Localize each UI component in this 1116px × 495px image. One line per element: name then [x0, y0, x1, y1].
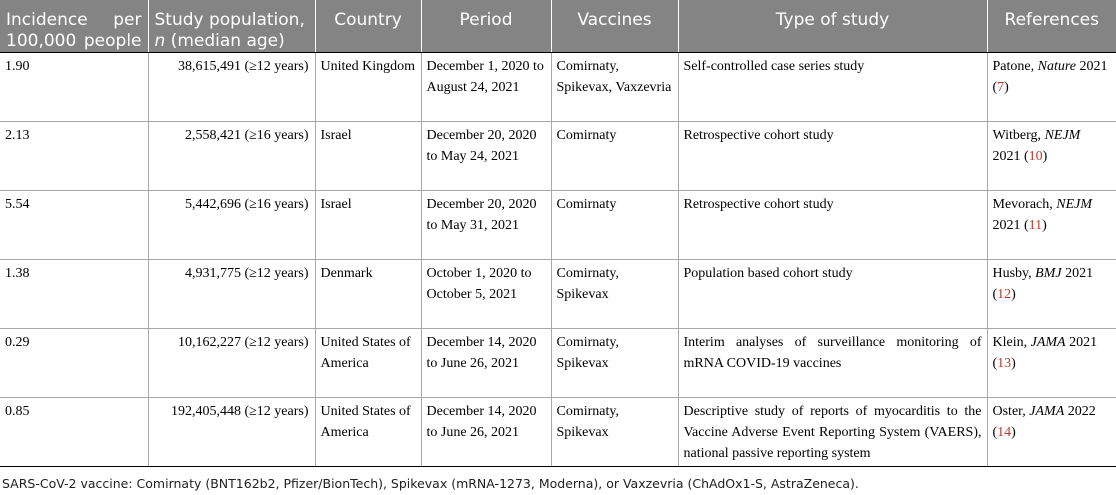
- header-country: Country: [315, 0, 421, 53]
- ref-year: 2021 (: [992, 266, 1094, 302]
- cell-incidence: 1.90: [0, 53, 148, 122]
- ref-close: ): [1011, 287, 1016, 302]
- ref-year: 2021 (: [992, 218, 1029, 233]
- header-population: [148, 0, 315, 53]
- cell-population: 192,405,448 (≥12 years): [148, 398, 315, 467]
- ref-author: Mevorach,: [992, 197, 1057, 212]
- ref-journal: Nature: [1037, 59, 1076, 74]
- cell-population: 4,931,775 (≥12 years): [148, 260, 315, 329]
- cell-country: United States of America: [315, 398, 421, 467]
- table-row: [0, 53, 1116, 122]
- header-incidence-line2: 100,000 people: [6, 31, 142, 51]
- table-row: [0, 122, 1116, 191]
- ref-author: Klein,: [992, 335, 1031, 350]
- cell-vaccines: Comirnaty: [551, 122, 678, 191]
- ref-link[interactable]: 14: [997, 425, 1012, 440]
- cell-vaccines: Comirnaty, Spikevax: [551, 260, 678, 329]
- cell-period: December 14, 2020 to June 26, 2021: [421, 398, 551, 467]
- cell-incidence: 5.54: [0, 191, 148, 260]
- ref-author: Oster,: [992, 404, 1030, 419]
- cell-reference: [987, 329, 1116, 398]
- cell-country: United Kingdom: [315, 53, 421, 122]
- cell-population: 2,558,421 (≥16 years): [148, 122, 315, 191]
- ref-close: ): [1042, 218, 1047, 233]
- cell-population: 38,615,491 (≥12 years): [148, 53, 315, 122]
- cell-period: December 1, 2020 to August 24, 2021: [421, 53, 551, 122]
- ref-journal: BMJ: [1035, 266, 1062, 281]
- cell-vaccines: Comirnaty, Spikevax, Vaxzevria: [551, 53, 678, 122]
- table-row: [0, 260, 1116, 329]
- ref-author: Patone,: [992, 59, 1038, 74]
- ref-link[interactable]: 11: [1028, 218, 1043, 233]
- header-references: References: [987, 0, 1116, 53]
- cell-population: 5,442,696 (≥16 years): [148, 191, 315, 260]
- cell-population: 10,162,227 (≥12 years): [148, 329, 315, 398]
- cell-study-type: Self-controlled case series study: [678, 53, 987, 122]
- header-incidence-line1: Incidence per: [6, 10, 142, 30]
- cell-study-type: Population based cohort study: [678, 260, 987, 329]
- header-row: [0, 0, 1116, 53]
- cell-incidence: 0.29: [0, 329, 148, 398]
- cell-reference: [987, 53, 1116, 122]
- ref-author: Husby,: [992, 266, 1036, 281]
- cell-study-type: Interim analyses of surveillance monitoring of mRNA COVID-19 vaccines: [678, 329, 987, 398]
- cell-incidence: 2.13: [0, 122, 148, 191]
- cell-reference: [987, 260, 1116, 329]
- ref-author: Witberg,: [992, 128, 1045, 143]
- ref-year: 2021 (: [992, 335, 1098, 371]
- ref-journal: NEJM: [1056, 197, 1093, 212]
- cell-country: United States of America: [315, 329, 421, 398]
- table-footnote: SARS-CoV-2 vaccine: Comirnaty (BNT162b2, Pfizer/BionTech), Spikevax (mRNA-1273, Moderna), or Vaxzevria (ChAdOx1-S, AstraZeneca).: [2, 476, 859, 491]
- ref-year: 2021 (: [992, 59, 1108, 95]
- cell-study-type: Retrospective cohort study: [678, 122, 987, 191]
- ref-link[interactable]: 7: [997, 80, 1005, 95]
- header-period: Period: [421, 0, 551, 53]
- cell-reference: [987, 398, 1116, 467]
- ref-link[interactable]: 12: [997, 287, 1012, 302]
- cell-period: December 20, 2020 to May 31, 2021: [421, 191, 551, 260]
- header-population-rest: (median age): [165, 31, 285, 51]
- cell-incidence: 1.38: [0, 260, 148, 329]
- cell-study-type: Descriptive study of reports of myocarditis to the Vaccine Adverse Event Reporting System (VAERS), national passive reporting system: [678, 398, 987, 467]
- cell-period: December 14, 2020 to June 26, 2021: [421, 329, 551, 398]
- table-row: [0, 329, 1116, 398]
- cell-study-type: Retrospective cohort study: [678, 191, 987, 260]
- ref-year: 2022 (: [992, 404, 1096, 440]
- cell-country: Denmark: [315, 260, 421, 329]
- header-population-line1: Study population,: [154, 10, 305, 30]
- cell-country: Israel: [315, 122, 421, 191]
- cell-period: December 20, 2020 to May 24, 2021: [421, 122, 551, 191]
- cell-vaccines: Comirnaty: [551, 191, 678, 260]
- header-population-n: n: [154, 31, 166, 51]
- table-row: [0, 191, 1116, 260]
- ref-journal: NEJM: [1044, 128, 1081, 143]
- cell-vaccines: Comirnaty, Spikevax: [551, 329, 678, 398]
- header-incidence: [0, 0, 148, 53]
- ref-close: ): [1042, 149, 1048, 164]
- cell-vaccines: Comirnaty, Spikevax: [551, 398, 678, 467]
- ref-link[interactable]: 13: [997, 356, 1012, 371]
- ref-close: ): [1011, 425, 1016, 440]
- cell-reference: [987, 122, 1116, 191]
- ref-journal: JAMA: [1030, 335, 1066, 350]
- cell-incidence: 0.85: [0, 398, 148, 467]
- header-type-of-study: Type of study: [678, 0, 987, 53]
- table-row: [0, 398, 1116, 467]
- cell-reference: [987, 191, 1116, 260]
- ref-close: ): [1011, 356, 1016, 371]
- cell-period: October 1, 2020 to October 5, 2021: [421, 260, 551, 329]
- ref-link[interactable]: 10: [1028, 149, 1043, 164]
- header-vaccines: Vaccines: [551, 0, 678, 53]
- cell-country: Israel: [315, 191, 421, 260]
- ref-year: 2021 (: [992, 149, 1029, 164]
- ref-close: ): [1004, 80, 1009, 95]
- ref-journal: JAMA: [1029, 404, 1065, 419]
